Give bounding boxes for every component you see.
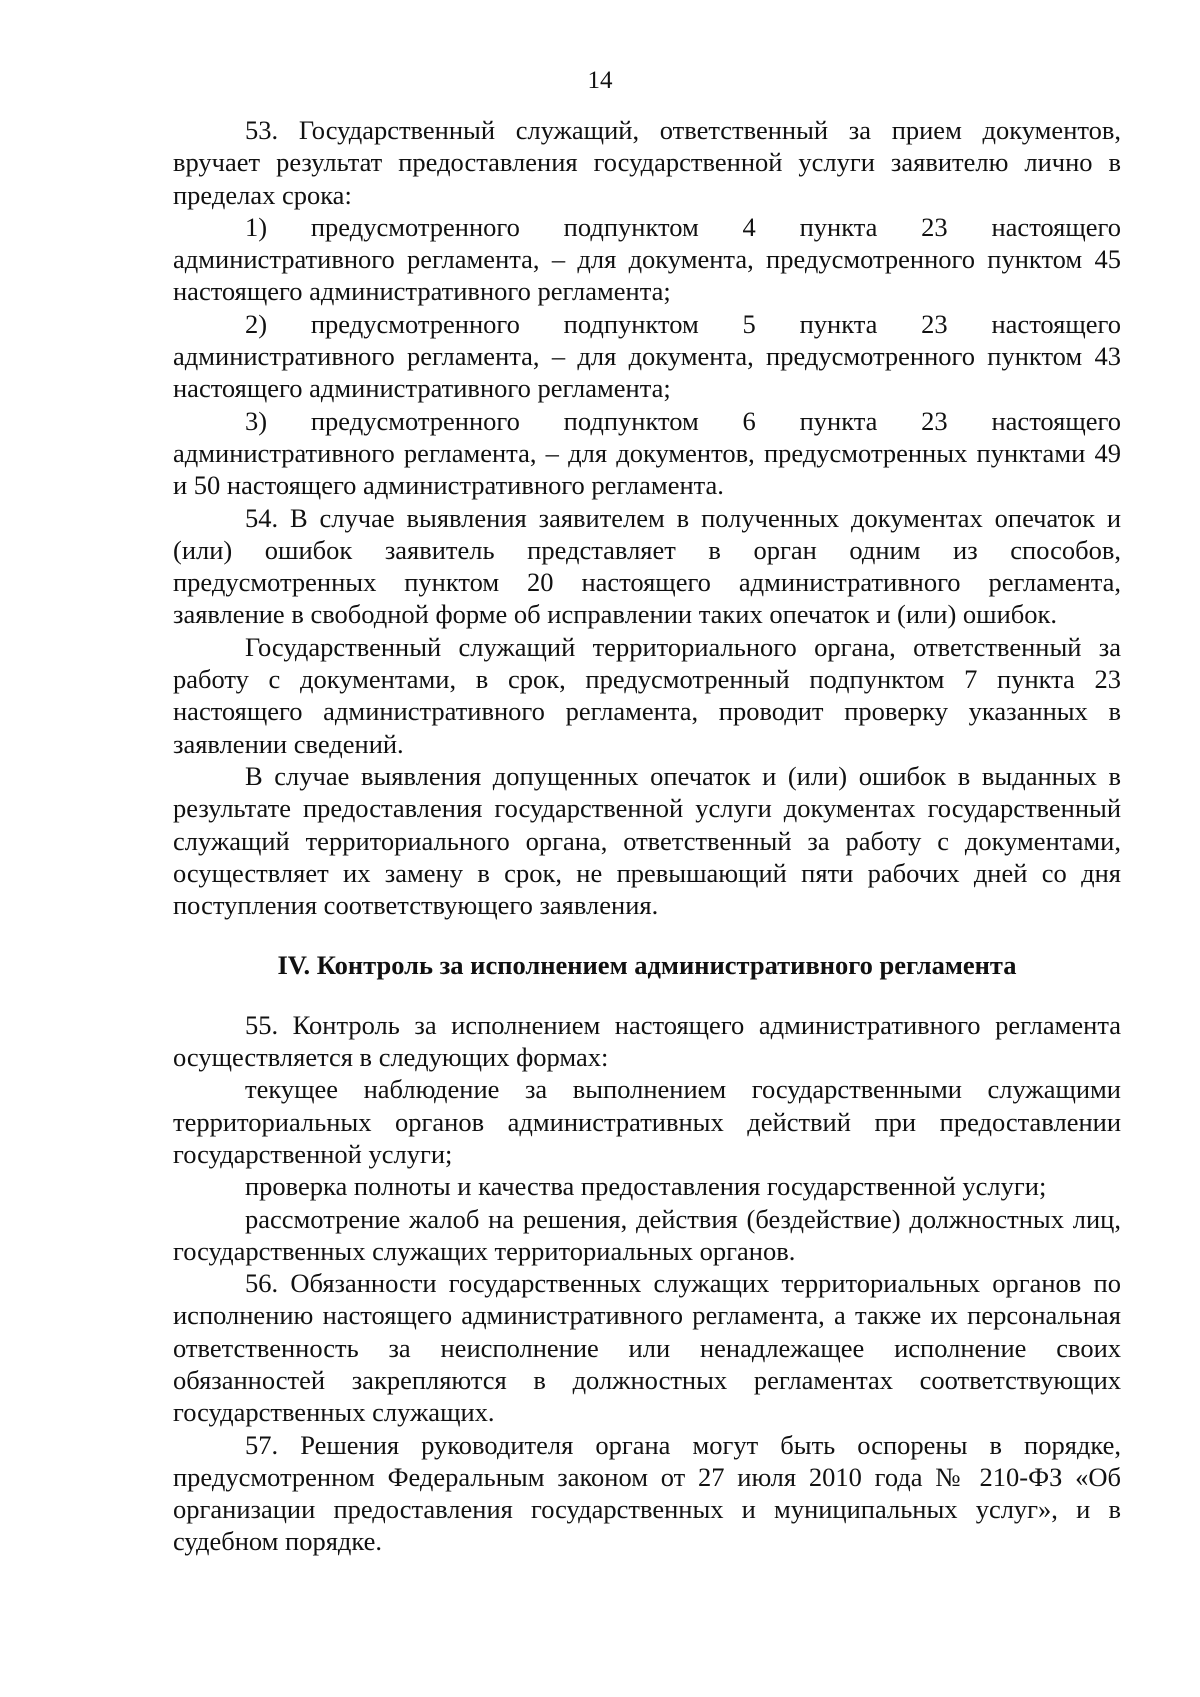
paragraph-55-form-1: текущее наблюдение за выполнением государственными служащими территориальных органов административных действий при предоставлении государственной услуги; <box>173 1074 1121 1169</box>
paragraph-54: 54. В случае выявления заявителем в полученных документах опечаток и (или) ошибок заявитель представляет в орган одним из способов, предусмотренных пунктом 20 настоящего административного регламента, заявление в свободной форме об исправлении таких опечаток и (или) ошибок. <box>173 502 1121 630</box>
document-body <box>173 114 1121 1558</box>
paragraph-54-check: Государственный служащий территориального органа, ответственный за работу с документами, в срок, предусмотренный подпунктом 7 пункта 23 настоящего административного регламента, проводит проверку указанных в заявлении сведений. <box>173 631 1121 759</box>
page-number: 14 <box>587 67 613 94</box>
paragraph-55: 55. Контроль за исполнением настоящего административного регламента осуществляется в следующих формах: <box>173 1009 1121 1073</box>
paragraph-57: 57. Решения руководителя органа могут быть оспорены в порядке, предусмотренном Федеральным законом от 27 июля 2010 года № 210-ФЗ «Об организации предоставления государственных и муниципальных услуг», и в судебном порядке. <box>173 1429 1121 1557</box>
paragraph-53-item-3: 3) предусмотренного подпунктом 6 пункта 23 настоящего административного регламента, – для документов, предусмотренных пунктами 49 и 50 настоящего административного регламента. <box>173 405 1121 501</box>
paragraph-54-replacement: В случае выявления допущенных опечаток и (или) ошибок в выданных в результате предоставления государственной услуги документах государственный служащий территориального органа, ответственный за работу с документами, осуществляет их замену в срок, не превышающий пяти рабочих дней со дня поступления соответствующего заявления. <box>173 760 1121 921</box>
paragraph-55-form-3: рассмотрение жалоб на решения, действия (бездействие) должностных лиц, государственных служащих территориальных органов. <box>173 1203 1121 1266</box>
paragraph-56: 56. Обязанности государственных служащих территориальных органов по исполнению настоящего административного регламента, а также их персональная ответственность за неисполнение или ненадлежащее исполнение своих обязанностей закрепляются в должностных регламентах соответствующих государственных служащих. <box>173 1268 1121 1428</box>
section-heading: IV. Контроль за исполнением административного регламента <box>277 950 1017 981</box>
paragraph-55-form-2: проверка полноты и качества предоставления государственной услуги; <box>245 1171 1047 1202</box>
paragraph-53-item-1: 1) предусмотренного подпунктом 4 пункта 23 настоящего административного регламента, – для документа, предусмотренного пунктом 45 настоящего административного регламента; <box>173 211 1121 307</box>
paragraph-53: 53. Государственный служащий, ответственный за прием документов, вручает результат предоставления государственной услуги заявителю лично в пределах срока: <box>173 115 1121 210</box>
paragraph-53-item-2: 2) предусмотренного подпунктом 5 пункта 23 настоящего административного регламента, – для документа, предусмотренного пунктом 43 настоящего административного регламента; <box>173 308 1121 404</box>
